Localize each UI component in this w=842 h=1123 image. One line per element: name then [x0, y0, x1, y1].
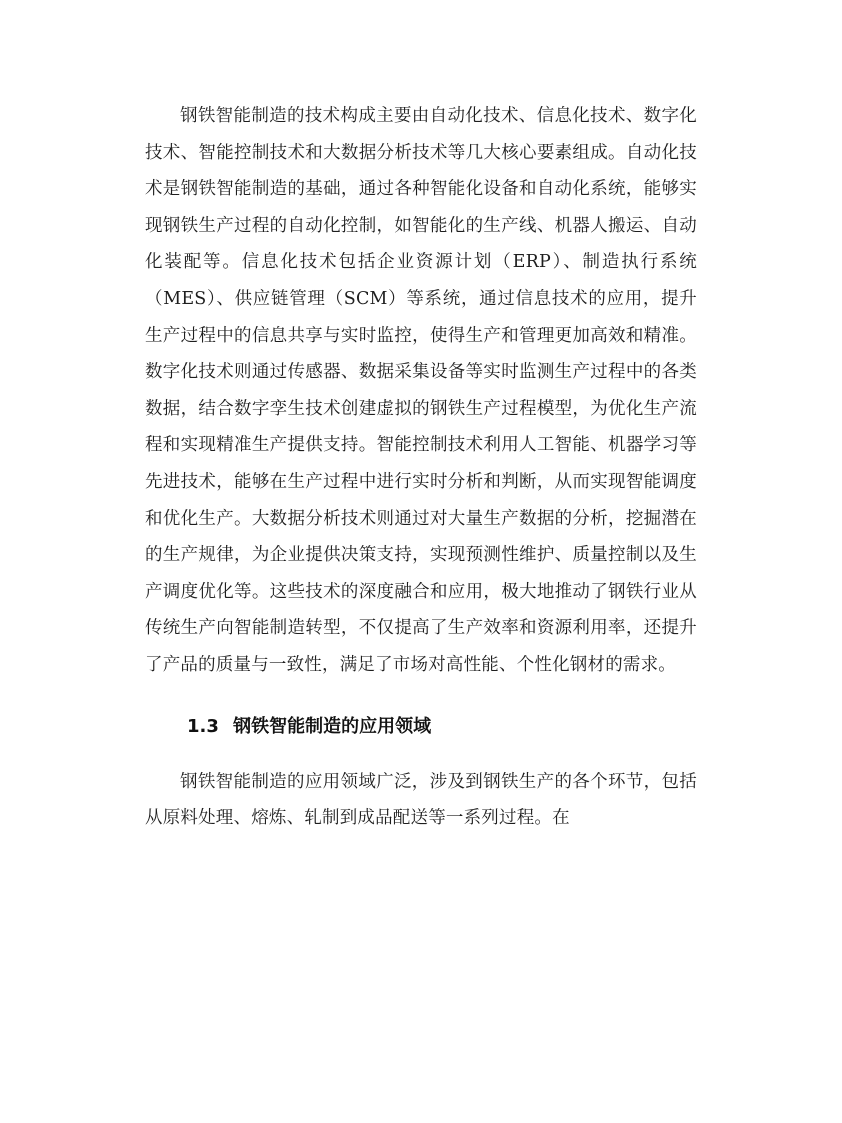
body-paragraph: 钢铁智能制造的技术构成主要由自动化技术、信息化技术、数字化技术、智能控制技术和大数据分析技术等几大核心要素组成。自动化技术是钢铁智能制造的基础，通过各种智能化设备和自动化系统，能够实现钢铁生产过程的自动化控制，如智能化的生产线、机器人搬运、自动化装配等。信息化技术包括企业资源计划（ERP）、制造执行系统（MES）、供应链管理（SCM）等系统，通过信息技术的应用，提升生产过程中的信息共享与实时监控，使得生产和管理更加高效和精准。数字化技术则通过传感器、数据采集设备等实时监测生产过程中的各类数据，结合数字孪生技术创建虚拟的钢铁生产过程模型，为优化生产流程和实现精准生产提供支持。智能控制技术利用人工智能、机器学习等先进技术，能够在生产过程中进行实时分析和判断，从而实现智能调度和优化生产。大数据分析技术则通过对大量生产数据的分析，挖掘潜在的生产规律，为企业提供决策支持，实现预测性维护、质量控制以及生产调度优化等。这些技术的深度融合和应用，极大地推动了钢铁行业从传统生产向智能制造转型，不仅提高了生产效率和资源利用率，还提升了产品的质量与一致性，满足了市场对高性能、个性化钢材的需求。	[145, 106, 697, 675]
body-paragraph: 钢铁智能制造的应用领域广泛，涉及到钢铁生产的各个环节，包括从原料处理、熔炼、轧制到成品配送等一系列过程。在	[145, 771, 697, 829]
section-number: 1.3	[187, 715, 219, 737]
page-content	[145, 98, 697, 837]
section-heading	[187, 712, 697, 742]
section-title: 钢铁智能制造的应用领域	[233, 715, 432, 737]
